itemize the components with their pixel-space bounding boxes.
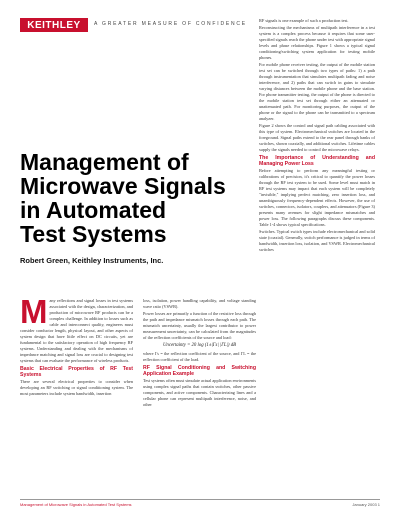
footer-title: Management of Microwave Signals in Automated Test Systems <box>20 502 132 507</box>
footer-date-page: January 2003 1 <box>352 502 380 507</box>
body-paragraph: For mobile phone receiver testing, the output of the mobile station test set can be switched through two types of paths: 1) a path through instrumentation that simulates multipath fading and noise interference, and 2) paths that can switch in gains to simulate varying distances between the mobile phone and the base station. For phone transmitter testing, the output of the phone is directed to the mobile station test set through either an attenuated or unattenuated path. For monitoring purposes, the output of the phone or the signal to the phone can be transmitted to a spectrum analyzer. <box>259 62 375 121</box>
title-line: Microwave Signals <box>20 173 226 199</box>
title-line: Test Systems <box>20 221 167 247</box>
intro-paragraph <box>20 298 133 364</box>
body-paragraph: where Γs = the reflection coefficient of the source, and ΓL = the reflection coefficient of the load. <box>143 351 256 362</box>
body-column-3 <box>259 18 375 495</box>
author-byline: Robert Green, Keithley Instruments, Inc. <box>20 256 164 265</box>
footer-divider <box>20 499 380 500</box>
body-paragraph: Before attempting to perform any meaningful testing or calibrations of precision, it's critical to quantify the power losses through the RF test system to be used. Some level must match in RF test systems may impact that each system will be completely "invisible," implying perfect matching, zero insertion loss, and unambiguously frequency-dependent effects. However, the use of switches, connectors, isolators, couplers, and attenuators (Figure 3) presents many avenues for slight impedance mismatches and power loss. The following paragraphs discuss these components. Table 1-4 shows typical specifications. <box>259 168 375 227</box>
uncertainty-formula: Uncertainty = 20 log (1±|Γs| |ΓL|) dB <box>162 343 237 348</box>
body-paragraph: Test systems often must simulate actual application environments using complex signal paths that contain switches, other passive components, and active components. Characterizing lines and a cellular phone can represent multipath interference, noise, and other <box>143 378 256 407</box>
body-paragraph: There are several electrical properties to consider when developing an RF switching or signal conditioning system. The most parameters include system bandwidth, insertion <box>20 379 133 396</box>
keithley-logo <box>20 18 88 32</box>
body-paragraph: Figure 2 shows the control and signal path cabling associated with this type of system. Electromechanical switches are located in the foreground. Signal paths extend to the rear panel through banks of switches, shown coaxially, and additional switches. Lifetime cables supply the signals needed to control the microwave relays. <box>259 123 375 152</box>
body-paragraph: RF signals is one example of such a production test. <box>259 18 349 23</box>
article-title <box>20 150 250 246</box>
drop-cap: M <box>20 298 48 330</box>
intro-text: any reflections and signal losses in test systems associated with the design, characterization, and production of microwave RF products can be a complex challenge. In addition to losses such as cable and interconnect quality, engineers must consider conductor length, physical layout, and other aspects of system design that have little effect on DC circuits, yet are fundamental to the satisfactory operation of high frequency RF systems. Understanding and dealing with the mechanisms of impedance matching and signal loss are crucial to designing test systems that can evaluate the performance of wireless products. <box>20 298 133 363</box>
title-line: Management of <box>20 149 189 175</box>
body-paragraph: Switches. Typical switch types include electromechanical and solid state (coaxial). Generally, switch performance is judged in terms of bandwidth, insertion loss, isolation, and VSWR. Electromechanical switches <box>259 229 375 252</box>
body-paragraph: Power losses are primarily a function of the resistive loss through the path and impedance mismatch losses through each path. The mismatch uncertainty, usually the largest contributor to power measurement uncertainty, can be calculated from the magnitudes of the reflection coefficients of the source and load: <box>143 311 256 340</box>
section-heading: RF Signal Conditioning and Switching Application Example <box>143 365 256 377</box>
section-heading: Basic Electrical Properties of RF Test Systems <box>20 366 133 378</box>
logo-text: KEITHLEY <box>27 19 81 31</box>
title-line: in Automated <box>20 197 167 223</box>
body-column-2 <box>143 298 256 494</box>
body-paragraph: loss, isolation, power handling capability, and voltage standing wave ratio (VSWR). <box>143 298 256 309</box>
section-heading: The Importance of Understanding and Managing Power Loss <box>259 155 375 167</box>
tagline: A GREATER MEASURE OF CONFIDENCE <box>94 21 247 27</box>
body-column-1 <box>20 298 133 494</box>
body-paragraph: Reconstructing the mechanisms of multipath interference in a test system is a complex process because it requires that some user-specified signals reach the phone under test with appropriate signal levels and phase relationships. Figure 1 shows a typical signal conditioning/switching system application for testing mobile phones. <box>259 25 375 60</box>
